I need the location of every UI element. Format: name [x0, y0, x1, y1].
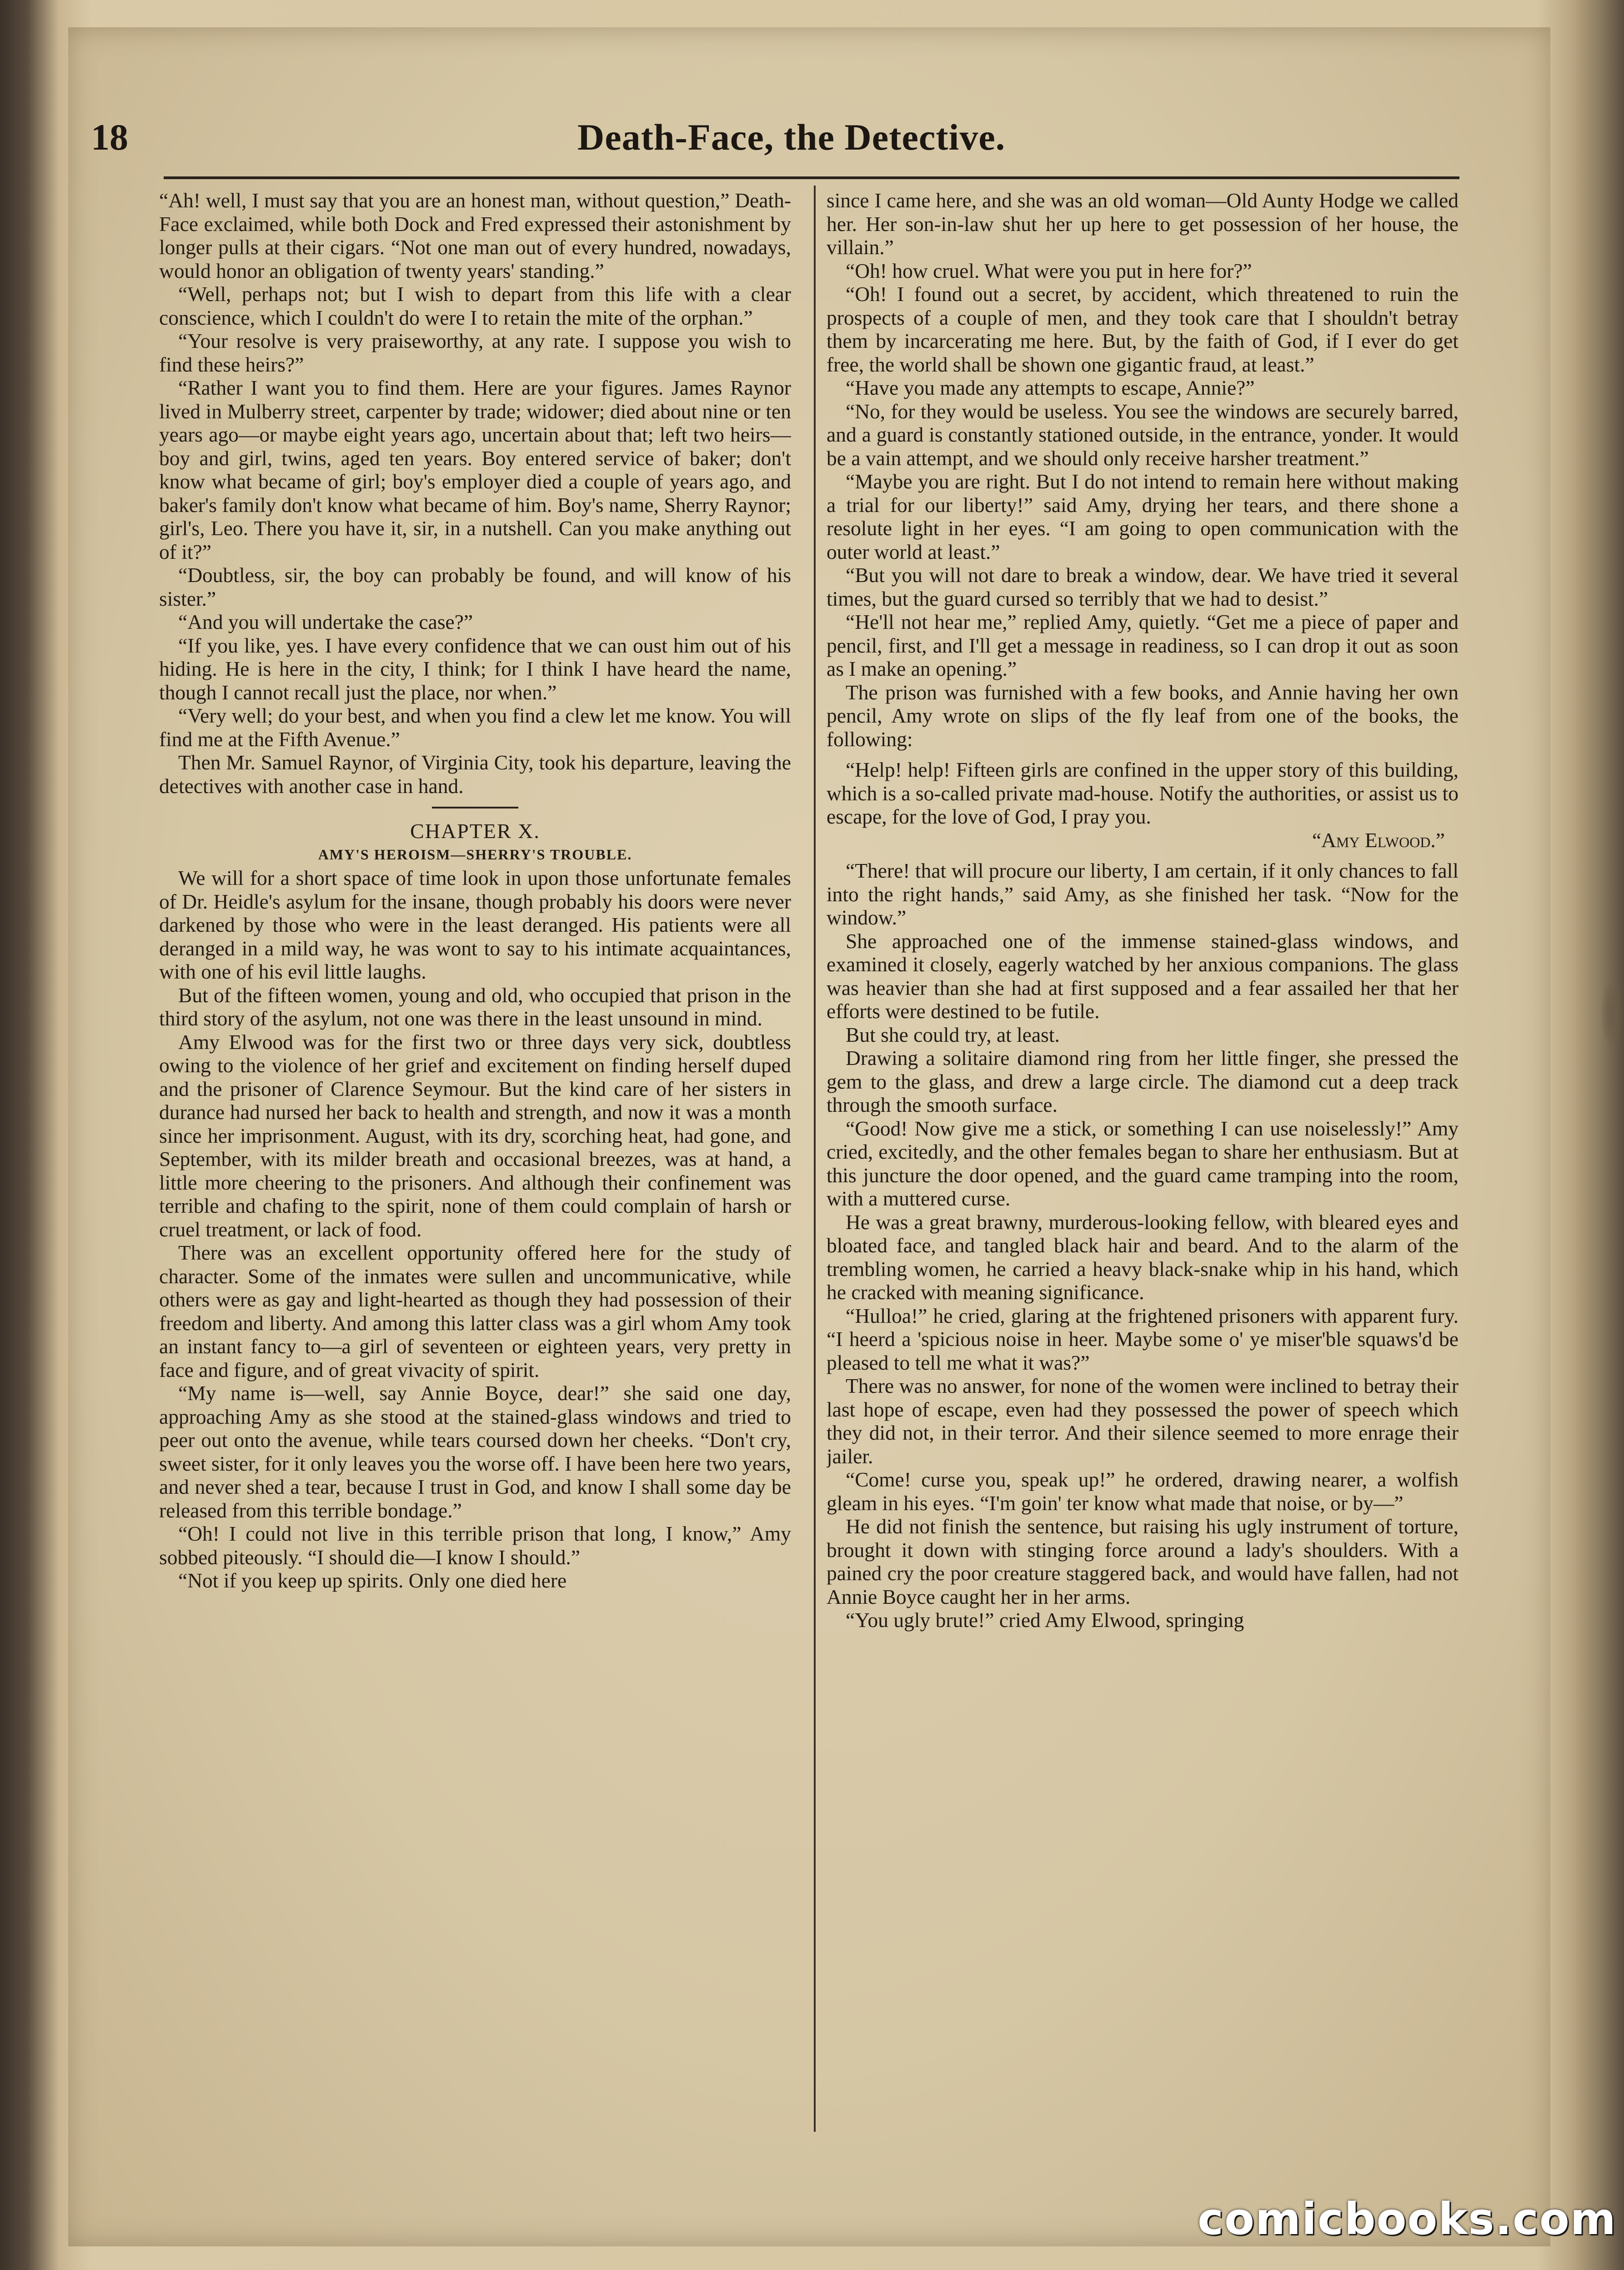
page-edge-stain: [1600, 978, 1624, 1050]
paragraph: “And you will undertake the case?”: [178, 610, 473, 633]
paragraph: “Well, perhaps not; but I wish to depart from this life with a clear conscience, which I couldn't do were I to retain the mite of the orphan.”: [159, 282, 791, 329]
paragraph: “Oh! how cruel. What were you put in here for?”: [846, 259, 1252, 282]
paragraph: “Maybe you are right. But I do not intend to remain here without making a trial for our liberty!” said Amy, drying her tears, and there shone a resolute light in her eyes. “I am going to open communication with the outer world at least.”: [827, 470, 1459, 563]
paragraph: But she could try, at least.: [846, 1023, 1060, 1046]
column-divider-rule: [814, 186, 816, 2132]
paragraph: Then Mr. Samuel Raynor, of Virginia City, took his departure, leaving the detectives with another case in hand.: [159, 751, 791, 798]
watermark: comicbooks.com: [1198, 2194, 1617, 2245]
paragraph: “Oh! I found out a secret, by accident, which threatened to ruin the prospects of a couple of men, and they took care that I shouldn't betray them by incarcerating me here. But, by the faith of God, if I ever do get free, the world shall be shown one gigantic fraud, at least.”: [827, 282, 1459, 376]
paragraph: “Come! curse you, speak up!” he ordered, drawing nearer, a wolfish gleam in his eyes. “I'm goin' ter know what made that noise, or by—”: [827, 1468, 1459, 1515]
paragraph: “You ugly brute!” cried Amy Elwood, springing: [846, 1608, 1244, 1632]
paragraph: “Hulloa!” he cried, glaring at the frightened prisoners with apparent fury. “I heerd a 'spicious noise in heer. Maybe some o' ye miser'ble squaws'd be pleased to tell me what it was?”: [827, 1304, 1459, 1374]
paragraph: “Doubtless, sir, the boy can probably be found, and will know of his sister.”: [159, 563, 791, 610]
paragraph: since I came here, and she was an old woman—Old Aunty Hodge we called her. Her son-in-law shut her up here to get possession of her house, the villain.”: [827, 189, 1459, 259]
letter-signature: “Amy Elwood.”: [1312, 828, 1445, 852]
paragraph: “Not if you keep up spirits. Only one died here: [178, 1569, 567, 1592]
paragraph: “Good! Now give me a stick, or something I can use noiselessly!” Amy cried, excitedly, and the other females began to share her enthusiasm. But at this juncture the door opened, and the guard came tramping into the room, with a muttered curse.: [827, 1116, 1459, 1210]
paragraph: We will for a short space of time look in upon those unfortunate females of Dr. Heidle's asylum for the insane, though probably his doors were never darkened by those who were in the least deranged. His patients were all deranged in a mild way, he was wont to say to his intimate acquaintances, with one of his evil little laughs.: [159, 866, 791, 983]
paragraph: “No, for they would be useless. You see the windows are securely barred, and a guard is constantly stationed outside, in the entrance, yonder. It would be a vain attempt, and we should only receive harsher treatment.”: [827, 399, 1459, 470]
paragraph: “Very well; do your best, and when you find a clew let me know. You will find me at the Fifth Avenue.”: [159, 704, 791, 751]
running-title: Death-Face, the Detective.: [577, 116, 1006, 158]
paragraph: But of the fifteen women, young and old, who occupied that prison in the third story of the asylum, not one was there in the least unsound in mind.: [159, 983, 791, 1030]
paragraph: “He'll not hear me,” replied Amy, quietly. “Get me a piece of paper and pencil, first, and I'll get a message in readiness, so I can drop it out as soon as I make an opening.”: [827, 610, 1459, 680]
paragraph: “Oh! I could not live in this terrible prison that long, I know,” Amy sobbed piteously. “I should die—I know I should.”: [159, 1522, 791, 1569]
header-rule: [164, 176, 1459, 179]
paragraph: “But you will not dare to break a window, dear. We have tried it several times, but the guard cursed so terribly that we had to desist.”: [827, 563, 1459, 610]
paragraph: He was a great brawny, murderous-looking fellow, with bleared eyes and bloated face, and tangled black hair and beard. And to the alarm of the trembling women, he carried a heavy black-snake whip in his hand, which he cracked with meaning significance.: [827, 1210, 1459, 1304]
paragraph: Amy Elwood was for the first two or three days very sick, doubtless owing to the violence of her grief and excitement on finding herself duped and the prisoner of Clarence Seymour. But the kind care of her sisters in durance had nursed her back to health and strength, and now it was a month since her imprisonment. August, with its dry, scorching heat, had gone, and September, with its milder breath and occasional breezes, was at hand, a little more cheering to the prisoners. And although their confinement was terrible and chafing to the spirit, none of them could complain of harsh or cruel treatment, or lack of food.: [159, 1030, 791, 1241]
paragraph: There was no answer, for none of the women were inclined to betray their last hope of escape, even had they possessed the power of speech which they did not, in their terror. And their silence seemed to more enrage their jailer.: [827, 1374, 1459, 1468]
paragraph: “There! that will procure our liberty, I am certain, if it only chances to fall into the right hands,” said Amy, as she finished her task. “Now for the window.”: [827, 859, 1459, 929]
letter-text: “Help! help! Fifteen girls are confined in the upper story of this building, which is a so-called private mad-house. Notify the authorities, or assist us to escape, for the love of God, I pray you.: [827, 758, 1459, 828]
paragraph: She approached one of the immense stained-glass windows, and examined it closely, eagerly watched by her anxious companions. The glass was heavier than she had at first supposed and a fear assailed her that her efforts were destined to be futile.: [827, 929, 1459, 1023]
paragraph: The prison was furnished with a few books, and Annie having her own pencil, Amy wrote on slips of the fly leaf from one of the books, the following:: [827, 680, 1459, 751]
chapter-subtitle: AMY'S HEROISM—SHERRY'S TROUBLE.: [318, 846, 632, 863]
page-number: 18: [91, 116, 128, 158]
paragraph: There was an excellent opportunity offered here for the study of character. Some of the inmates were sullen and uncommunicative, while others were as gay and light-hearted as though they had possession of their freedom and liberty. And among this latter class was a girl whom Amy took an instant fancy to—a girl of seventeen or eighteen years, very pretty in face and figure, and of great vivacity of spirit.: [159, 1241, 791, 1381]
paragraph: “If you like, yes. I have every confidence that we can oust him out of his hiding. He is here in the city, I think; for I think I have heard the name, though I cannot recall just the place, nor when.”: [159, 633, 791, 704]
paragraph: Drawing a solitaire diamond ring from her little finger, she pressed the gem to the glass, and drew a large circle. The diamond cut a deep track through the smooth surface.: [827, 1046, 1459, 1116]
chapter-title: CHAPTER X.: [410, 819, 540, 843]
paragraph: “Rather I want you to find them. Here are your figures. James Raynor lived in Mulberry street, carpenter by trade; widower; died about nine or ten years ago—or maybe eight years ago, uncertain about that; left two heirs—boy and girl, twins, aged ten years. Boy entered service of baker; don't know what became of girl; boy's employer died a couple of years ago, and baker's family don't know what became of him. Boy's name, Sherry Raynor; girl's, Leo. There you have it, sir, in a nutshell. Can you make anything out of it?”: [159, 376, 791, 563]
paragraph: “Have you made any attempts to escape, Annie?”: [846, 376, 1255, 399]
paragraph: He did not finish the sentence, but raising his ugly instrument of torture, brought it down with stinging force around a lady's shoulders. With a pained cry the poor creature staggered back, and would have fallen, had not Annie Boyce caught her in her arms.: [827, 1515, 1459, 1608]
section-separator-rule: [432, 807, 518, 809]
paragraph: “Your resolve is very praiseworthy, at any rate. I suppose you wish to find these heirs?”: [159, 329, 791, 376]
paragraph: “Ah! well, I must say that you are an honest man, without question,” Death-Face exclaimed, while both Dock and Fred expressed their astonishment by longer pulls at their cigars. “Not one man out of every hundred, nowadays, would honor an obligation of twenty years' standing.”: [159, 189, 791, 282]
right-column: [827, 189, 1459, 2180]
paragraph: “My name is—well, say Annie Boyce, dear!” she said one day, approaching Amy as she stood at the stained-glass windows and tried to peer out onto the avenue, while tears coursed down her cheeks. “Don't cry, sweet sister, for it only leaves you the worse off. I have been here two years, and never shed a tear, because I trust in God, and know I shall some day be released from this terrible bondage.”: [159, 1381, 791, 1522]
left-column: [159, 189, 791, 2180]
